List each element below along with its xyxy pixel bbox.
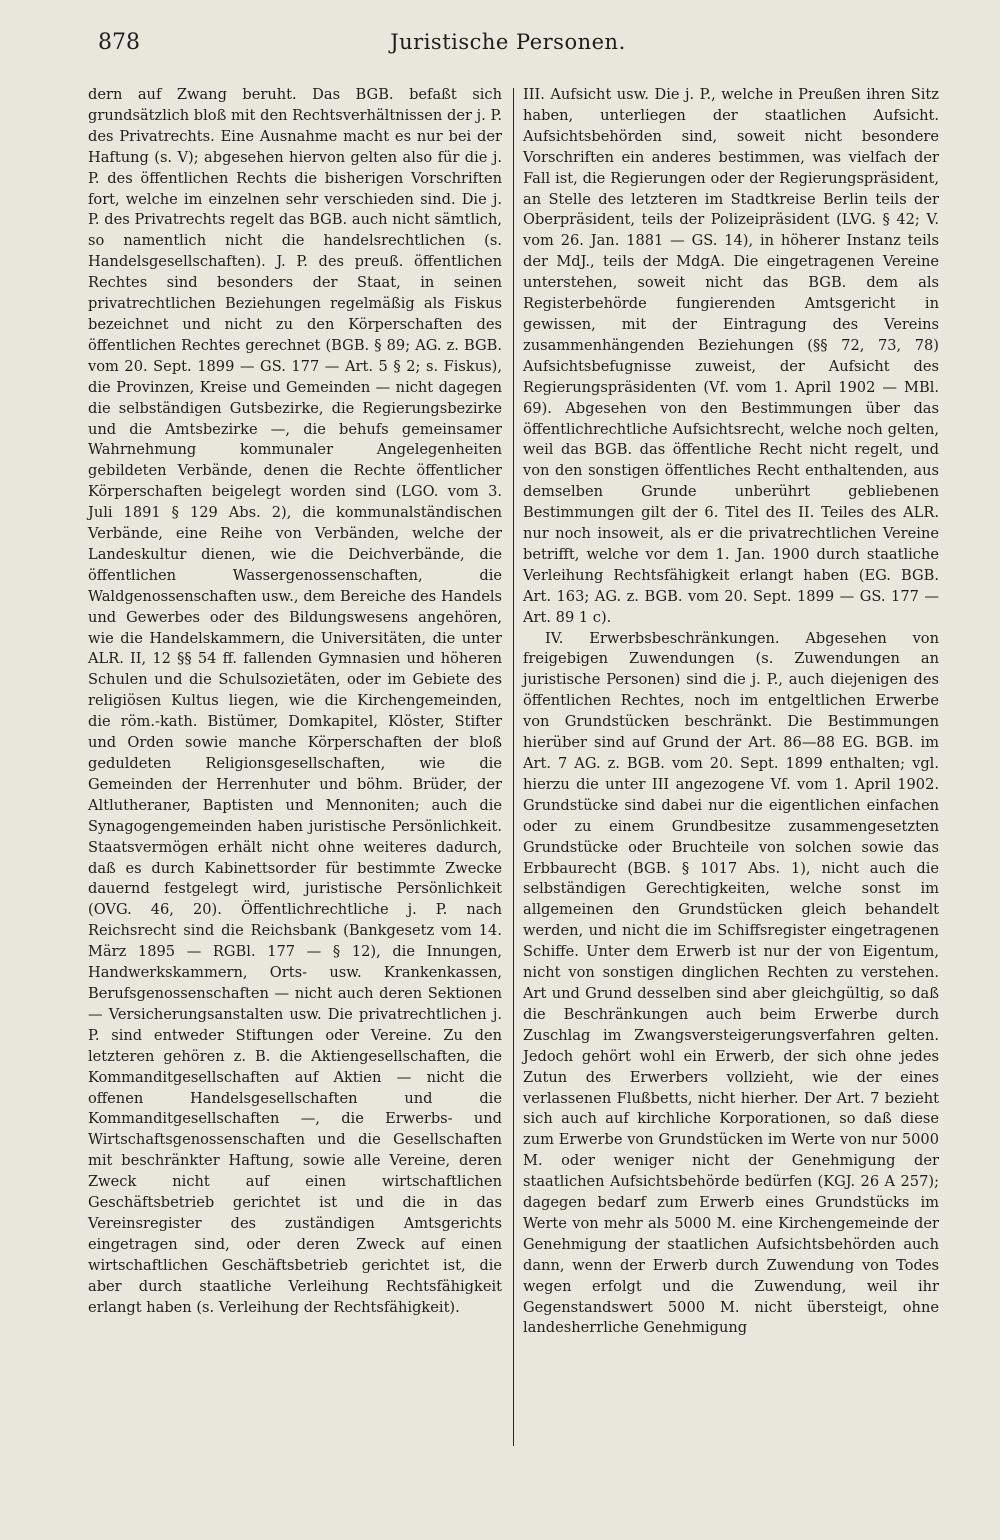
left-column	[88, 85, 502, 1318]
running-title: Juristische Personen.	[390, 30, 626, 54]
left-column-text: dern auf Zwang beruht. Das BGB. befaßt sich grundsätzlich bloß mit den Rechtsverhältnissen der j. P. des Privatrechts. Eine Ausnahme macht es nur bei der Haftung (s. V); abgesehen hiervon gelten also für die j. P. des öffentlichen Rechts die bisherigen Vorschriften fort, welche im einzelnen sehr verschieden sind. Die j. P. des Privatrechts regelt das BGB. auch nicht sämtlich, so namentlich nicht die handelsrechtlichen (s. Handelsgesellschaften). J. P. des preuß. öffentlichen Rechtes sind besonders der Staat, in seinen privatrechtlichen Beziehungen regelmäßig als Fiskus bezeichnet und nicht zu den Körperschaften des öffentlichen Rechtes gerechnet (BGB. § 89; AG. z. BGB. vom 20. Sept. 1899 — GS. 177 — Art. 5 § 2; s. Fiskus), die Provinzen, Kreise und Gemeinden — nicht dagegen die selbständigen Gutsbezirke, die Regierungsbezirke und die Amtsbezirke —, die behufs gemeinsamer Wahrnehmung kommunaler Angelegenheiten gebildeten Verbände, denen die Rechte öffentlicher Körperschaften beigelegt worden sind (LGO. vom 3. Juli 1891 § 129 Abs. 2), die kommunalständischen Verbände, eine Reihe von Verbänden, welche der Landeskultur dienen, wie die Deichverbände, die öffentlichen Wassergenossenschaften, die Waldgenossenschaften usw., dem Bereiche des Handels und Gewerbes oder des Bildungswesens angehören, wie die Handelskammern, die Universitäten, die unter ALR. II, 12 §§ 54 ff. fallenden Gymnasien und höheren Schulen und die Schulsozietäten, oder im Gebiete des religiösen Kultus liegen, wie die Kirchengemeinden, die röm.-kath. Bistümer, Domkapitel, Klöster, Stifter und Orden sowie manche Körperschaften der bloß geduldeten Religionsgesellschaften, wie die Gemeinden der Herrenhuter und böhm. Brüder, der Altlutheraner, Baptisten und Mennoniten; auch die Synagogengemeinden haben juristische Persönlichkeit. Staatsvermögen erhält nicht ohne weiteres dadurch, daß es durch Kabinettsorder für bestimmte Zwecke dauernd festgelegt wird, juristische Persönlichkeit (OVG. 46, 20). Öffentlichrechtliche j. P. nach Reichsrecht sind die Reichsbank (Bankgesetz vom 14. März 1895 — RGBl. 177 — § 12), die Innungen, Handwerkskammern, Orts- usw. Krankenkassen, Berufsgenossenschaften — nicht auch deren Sektionen — Versicherungsanstalten usw. Die privatrechtlichen j. P. sind entweder Stiftungen oder Vereine. Zu den letzteren gehören z. B. die Aktiengesellschaften, die Kommanditgesellschaften auf Aktien — nicht die offenen Handelsgesellschaften und die Kommanditgesellschaften —, die Erwerbs- und Wirtschaftsgenossenschaften und die Gesellschaften mit beschränkter Haftung, sowie alle Vereine, deren Zweck nicht auf einen wirtschaftlichen Geschäftsbetrieb gerichtet ist und die in das Vereinsregister des zuständigen Amtsgerichts eingetragen sind, oder deren Zweck auf einen wirtschaftlichen Geschäftsbetrieb gerichtet ist, die aber durch staatliche Verleihung Rechtsfähigkeit erlangt haben (s. Verleihung der Rechtsfähigkeit).	[88, 86, 502, 1316]
page-number: 878	[98, 30, 140, 55]
right-column	[523, 85, 939, 1339]
column-divider	[513, 88, 514, 1446]
section-4-erwerbsbeschraenkungen: IV. Erwerbsbeschränkungen. Abgesehen von freigebigen Zuwendungen (s. Zuwendungen an juristische Personen) sind die j. P., auch diejenigen des öffentlichen Rechtes, noch im entgeltlichen Erwerbe von Grundstücken beschränkt. Die Bestimmungen hierüber sind auf Grund der Art. 86—88 EG. BGB. im Art. 7 AG. z. BGB. vom 20. Sept. 1899 enthalten; vgl. hierzu die unter III angezogene Vf. vom 1. April 1902. Grundstücke sind dabei nur die eigentlichen einfachen oder zu einem Grundbesitze zusammengesetzten Grundstücke oder Bruchteile von solchen sowie das Erbbaurecht (BGB. § 1017 Abs. 1), nicht auch die selbständigen Gerechtigkeiten, welche sonst im allgemeinen den Grundstücken gleich behandelt werden, und nicht die im Schiffsregister eingetragenen Schiffe. Unter dem Erwerb ist nur der von Eigentum, nicht von sonstigen dinglichen Rechten zu verstehen. Art und Grund desselben sind aber gleichgültig, so daß die Beschränkungen auch beim Erwerbe durch Zuschlag im Zwangsversteigerungsverfahren gelten. Jedoch gehört wohl ein Erwerb, der sich ohne jedes Zutun des Erwerbers vollzieht, wie der eines verlassenen Flußbetts, nicht hierher. Der Art. 7 bezieht sich auch auf kirchliche Korporationen, so daß diese zum Erwerbe von Grundstücken im Werte von nur 5000 M. oder weniger nicht der Genehmigung der staatlichen Aufsichtsbehörde bedürfen (KGJ. 26 A 257); dagegen bedarf zum Erwerb eines Grundstücks im Werte von mehr als 5000 M. eine Kirchengemeinde der Genehmigung der staatlichen Aufsichtsbehörden auch dann, wenn der Erwerb durch Zuwendung von Todes wegen erfolgt und die Zuwendung, weil ihr Gegenstandswert 5000 M. nicht übersteigt, ohne landesherrliche Genehmigung	[523, 629, 939, 1337]
page-header	[88, 30, 928, 70]
section-3-aufsicht: III. Aufsicht usw. Die j. P., welche in Preußen ihren Sitz haben, unterliegen der staatlichen Aufsicht. Aufsichtsbehörden sind, soweit nicht besondere Vorschriften ein anderes bestimmen, was vielfach der Fall ist, die Regierungen oder der Regierungspräsident, an Stelle des letzteren im Stadtkreise Berlin teils der Oberpräsident, teils der Polizeipräsident (LVG. § 42; V. vom 26. Jan. 1881 — GS. 14), in höherer Instanz teils der MdJ., teils der MdgA. Die eingetragenen Vereine unterstehen, soweit nicht das BGB. dem als Registerbehörde fungierenden Amtsgericht in gewissen, mit der Eintragung des Vereins zusammenhängenden Beziehungen (§§ 72, 73, 78) Aufsichtsbefugnisse zuweist, der Aufsicht des Regierungspräsidenten (Vf. vom 1. April 1902 — MBl. 69). Abgesehen von den Bestimmungen über das öffentlichrechtliche Aufsichtsrecht, welche noch gelten, weil das BGB. das öffentliche Recht nicht regelt, und von den sonstigen öffentliches Recht enthaltenden, aus demselben Grunde unberührt gebliebenen Bestimmungen gilt der 6. Titel des II. Teiles des ALR. nur noch insoweit, als er die privatrechtlichen Vereine betrifft, welche vor dem 1. Jan. 1900 durch staatliche Verleihung Rechtsfähigkeit erlangt haben (EG. BGB. Art. 163; AG. z. BGB. vom 20. Sept. 1899 — GS. 177 — Art. 89 1 c).	[523, 86, 939, 626]
